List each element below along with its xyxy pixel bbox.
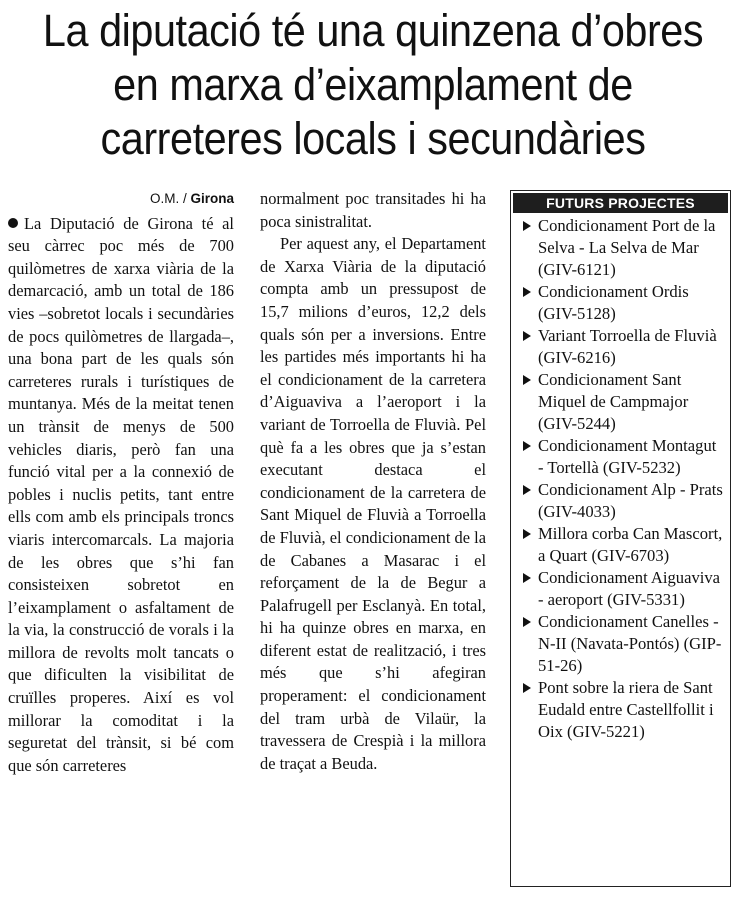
list-item: [519, 611, 726, 677]
list-item: [519, 435, 726, 479]
triangle-bullet-icon: [523, 331, 531, 341]
project-label: Pont sobre la riera de Sant Eudald entre Castellfollit i Oix (GIV-5221): [538, 678, 714, 741]
triangle-bullet-icon: [523, 375, 531, 385]
list-item: [519, 325, 726, 369]
list-item: [519, 523, 726, 567]
project-list: [511, 215, 730, 743]
project-label: Condicionament Canelles - N-II (Navata-Pontós) (GIP-51-26): [538, 612, 722, 675]
triangle-bullet-icon: [523, 683, 531, 693]
triangle-bullet-icon: [523, 441, 531, 451]
bullet-dot-icon: [8, 218, 18, 228]
triangle-bullet-icon: [523, 485, 531, 495]
byline: [8, 188, 234, 211]
project-label: Condicionament Aiguaviva - aeroport (GIV-5331): [538, 568, 721, 609]
project-label: Condicionament Alp - Prats (GIV-4033): [538, 480, 723, 521]
list-item: [519, 369, 726, 435]
list-item: [519, 281, 726, 325]
list-item: [519, 215, 726, 281]
triangle-bullet-icon: [523, 617, 531, 627]
triangle-bullet-icon: [523, 221, 531, 231]
article-paragraph-2: Per aquest any, el Departament de Xarxa Viària de la diputació compta amb un pressupost de 15,7 milions d’euros, 12,2 dels quals són per a inversions. Entre les partides més importants hi ha el condicionament de la carretera d’Aiguaviva a l’aeroport i la variant de Torroella de Fluvià. Pel què fa a les obres que ja s’estan executant destaca el condicionament de la carretera de Sant Miquel de Fluvià a Torroella de Fluvià, el condicionament de la de Cabanes a Masarac i el reforçament de la de Begur a Palafrugell per Esclanyà. En total, hi ha quinze obres en marxa, en diferent estat de realització, i tres més que s’hi afegiran properament: el condicionament del tram urbà de Vilaür, la travessera de Crespià i la millora de traçat a Beuda.: [260, 234, 486, 773]
project-label: Condicionament Ordis (GIV-5128): [538, 282, 689, 323]
article-text-col1: La Diputació de Girona té al seu càrrec poc més de 700 quilòmetres de xarxa viària de la demarcació, amb un total de 186 vies –sobretot locals i secundàries de pocs quilòmetres de llargada–, una bona part de les quals són carreteres rurals i turístiques de muntanya. Més de la meitat tenen un trànsit de menys de 500 vehicles diaris, però fan una funció vital per a la connexió de pobles i nuclis petits, tant entre ells com amb els principals troncs viaris intercomarcals. La majoria de les obres que s’hi fan consisteixen sobretot en l’eixamplament o asfaltament de la via, la construcció de vorals i la millora de revolts molt tancats o que dificulten la visibilitat de cruïlles properes. Així es vol millorar la comoditat i la seguretat del trànsit, si bé com que són carreteres: [8, 213, 234, 775]
article-paragraph: [8, 213, 234, 778]
headline: La diputació té una quinzena d’obres en marxa d’eixamplament de carreteres locals i secundàries: [42, 5, 704, 164]
list-item: [519, 479, 726, 523]
article-column-1: [8, 188, 234, 777]
byline-place: Girona: [190, 191, 234, 206]
triangle-bullet-icon: [523, 529, 531, 539]
project-label: Millora corba Can Mascort, a Quart (GIV-6703): [538, 524, 723, 565]
article-column-2: [260, 188, 486, 775]
project-label: Condicionament Montagut - Tortellà (GIV-5232): [538, 436, 717, 477]
future-projects-sidebar: [510, 190, 731, 887]
project-label: Condicionament Port de la Selva - La Selva de Mar (GIV-6121): [538, 216, 716, 279]
triangle-bullet-icon: [523, 573, 531, 583]
byline-author: O.M. /: [149, 191, 187, 206]
list-item: [519, 677, 726, 743]
triangle-bullet-icon: [523, 287, 531, 297]
project-label: Condicionament Sant Miquel de Campmajor (GIV-5244): [538, 370, 689, 433]
project-label: Variant Torroella de Fluvià (GIV-6216): [538, 326, 717, 367]
list-item: [519, 567, 726, 611]
article-paragraph-1: normalment poc transitades hi ha poca sinistralitat.: [260, 189, 486, 231]
sidebar-title: FUTURS PROJECTES: [513, 193, 728, 213]
